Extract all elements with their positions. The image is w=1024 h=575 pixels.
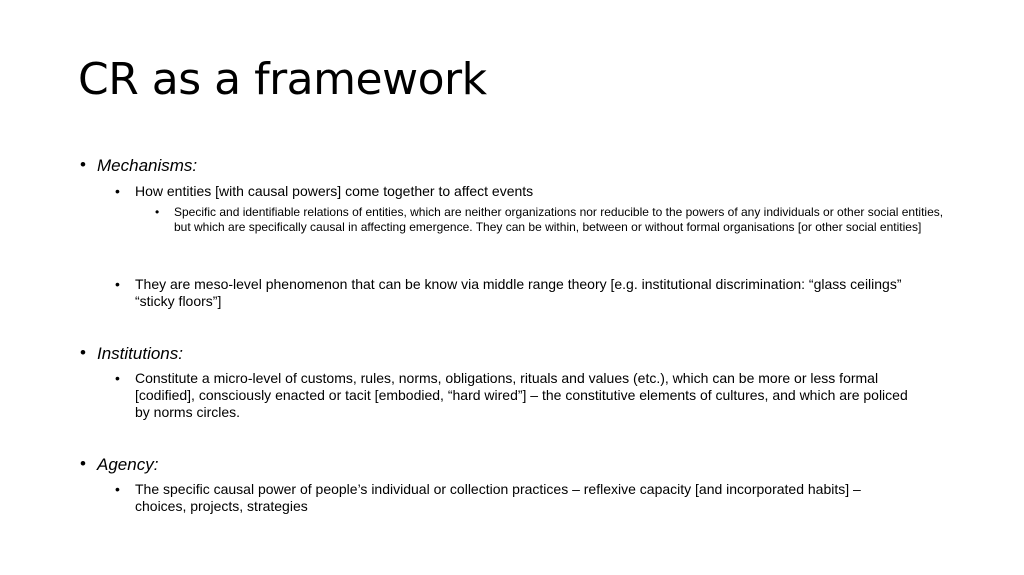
- bullet-institutions: [80, 344, 183, 364]
- bullet-mechanisms-1: [115, 183, 915, 200]
- bullet-agency-1: [115, 481, 915, 515]
- bullet-institutions-1: [115, 370, 915, 421]
- bullet-marker: •: [115, 481, 120, 497]
- bullet-mechanisms-2: [115, 276, 915, 310]
- bullet-text: They are meso-level phenomenon that can be know via middle range theory [e.g. institutional discrimination: “glass ceilings” “sticky floors”]: [135, 276, 902, 309]
- bullet-marker: •: [155, 205, 160, 219]
- section-heading-institutions: Institutions:: [97, 344, 183, 363]
- bullet-agency: [80, 455, 158, 475]
- bullet-text: Constitute a micro-level of customs, rules, norms, obligations, rituals and values (etc.), which can be more or less formal [codified], consciously enacted or tacit [embodied, “hard wired”] – the constitutive elements of cultures, and which are policed by norms circles.: [135, 370, 908, 420]
- bullet-text: Specific and identifiable relations of entities, which are neither organizations nor reducible to the powers of any individuals or other social entities, but which are specifically causal in affecting emergence. They can be within, between or without formal organisations [or other social entities]: [174, 205, 944, 234]
- bullet-text: The specific causal power of people’s individual or collection practices – reflexive capacity [and incorporated habits] – choices, projects, strategies: [135, 481, 861, 514]
- bullet-mechanisms-1-1: [155, 205, 955, 235]
- bullet-mechanisms: [80, 156, 197, 176]
- slide-title: CR as a framework: [78, 54, 487, 105]
- section-heading-agency: Agency:: [97, 455, 159, 474]
- bullet-text: How entities [with causal powers] come together to affect events: [135, 183, 534, 199]
- bullet-marker: •: [115, 183, 120, 199]
- bullet-marker: •: [115, 370, 120, 386]
- section-heading-mechanisms: Mechanisms:: [97, 156, 198, 175]
- bullet-marker: •: [115, 276, 120, 292]
- bullet-marker: •: [80, 343, 86, 362]
- bullet-marker: •: [80, 155, 86, 174]
- bullet-marker: •: [80, 454, 86, 473]
